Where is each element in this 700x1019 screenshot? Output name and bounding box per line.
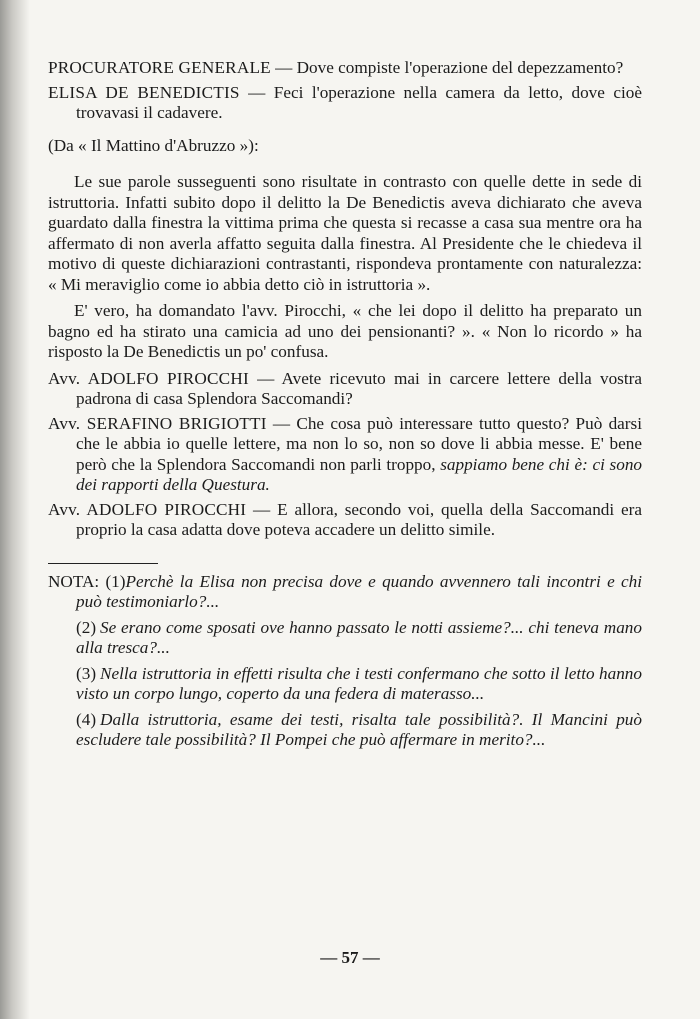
- speaker-name: ELISA DE BENEDICTIS: [48, 82, 240, 102]
- speaker-name: PROCURATORE GENERALE: [48, 58, 271, 77]
- footnote-number: (2): [76, 617, 97, 637]
- footnote-text: Dalla istruttoria, esame dei testi, risalta tale possibilità?. Il Mancini può escludere tale possibilità? Il Pompei che può affermare in merito?...: [76, 709, 642, 749]
- footnote-item: [48, 618, 642, 659]
- footnote-item: [48, 664, 642, 705]
- footnote-number: (4): [76, 709, 97, 729]
- body-paragraph: E' vero, ha domandato l'avv. Pirocchi, « che lei dopo il delitto ha preparato un bagno ed ha stirato una camicia ad uno dei pensionanti? ». « Non lo ricordo » ha risposto la De Benedictis un po' confusa.: [48, 301, 642, 361]
- notes-label: NOTA:: [48, 571, 100, 591]
- speech-text: — Che cosa può interessare tutto questo? Può darsi che le abbia io quelle lettere, ma non lo so, non so dove li abbia messe. E' bene però che la Splendora Saccomandi non parli troppo,: [76, 413, 642, 474]
- dialogue-line: [48, 83, 642, 124]
- page-binding-edge: [0, 0, 30, 1019]
- speech-text: — Dove compiste l'operazione del depezzamento?: [270, 58, 624, 77]
- footnote-text: Nella istruttoria in effetti risulta che i testi confermano che sotto il letto hanno visto un corpo lungo, coperto da una federa di materasso...: [76, 663, 642, 703]
- page-content: [48, 58, 642, 756]
- dialogue-line: [48, 414, 642, 496]
- footnote-divider: [48, 563, 158, 564]
- footnote-item: [48, 572, 642, 613]
- page-number: — 57 —: [320, 948, 380, 967]
- footnote-number: (1): [105, 571, 126, 591]
- body-paragraph: Le sue parole susseguenti sono risultate in contrasto con quelle dette in sede di istruttoria. Infatti subito dopo il delitto la De Benedictis aveva dichiarato che aveva guardato dalla finestra la vittima prima che questa si recasse a casa sua mentre ora ha affermato di non averla affatto seguita dalla finestra. Al Presidente che le chiedeva il motivo di queste dichiarazioni contrastanti, rispondeva prontamente con naturalezza: « Mi meraviglio come io abbia detto ciò in istruttoria ».: [48, 172, 642, 294]
- speaker-name: Avv. SERAFINO BRIGIOTTI: [48, 413, 267, 433]
- footnote-item: [48, 710, 642, 751]
- dialogue-line: [48, 500, 642, 541]
- source-citation: (Da « Il Mattino d'Abruzzo »):: [48, 135, 259, 155]
- speech-text: — Feci l'operazione nella camera da letto, dove cioè trovavasi il cadavere.: [76, 82, 643, 122]
- dialogue-line: [48, 58, 642, 79]
- footnote-text: Se erano come sposati ove hanno passato le notti assieme?... chi teneva mano alla tresca?...: [76, 617, 642, 657]
- footnote-number: (3): [76, 663, 97, 683]
- footnote-text: Perchè la Elisa non precisa dove e quando avvennero tali incontri e chi può testimoniarlo?...: [76, 571, 642, 611]
- speech-text: — Avete ricevuto mai in carcere lettere della vostra padrona di casa Splendora Saccomandi?: [76, 368, 642, 408]
- speaker-name: Avv. ADOLFO PIROCCHI: [48, 499, 247, 519]
- speaker-name: Avv. ADOLFO PIROCCHI: [48, 368, 249, 388]
- speech-italic-text: sappiamo bene chi è: ci sono dei rapporti della Questura.: [76, 454, 643, 494]
- speech-text: — E allora, secondo voi, quella della Saccomandi era proprio la casa adatta dove poteva accadere un delitto simile.: [76, 499, 642, 539]
- dialogue-line: [48, 369, 642, 410]
